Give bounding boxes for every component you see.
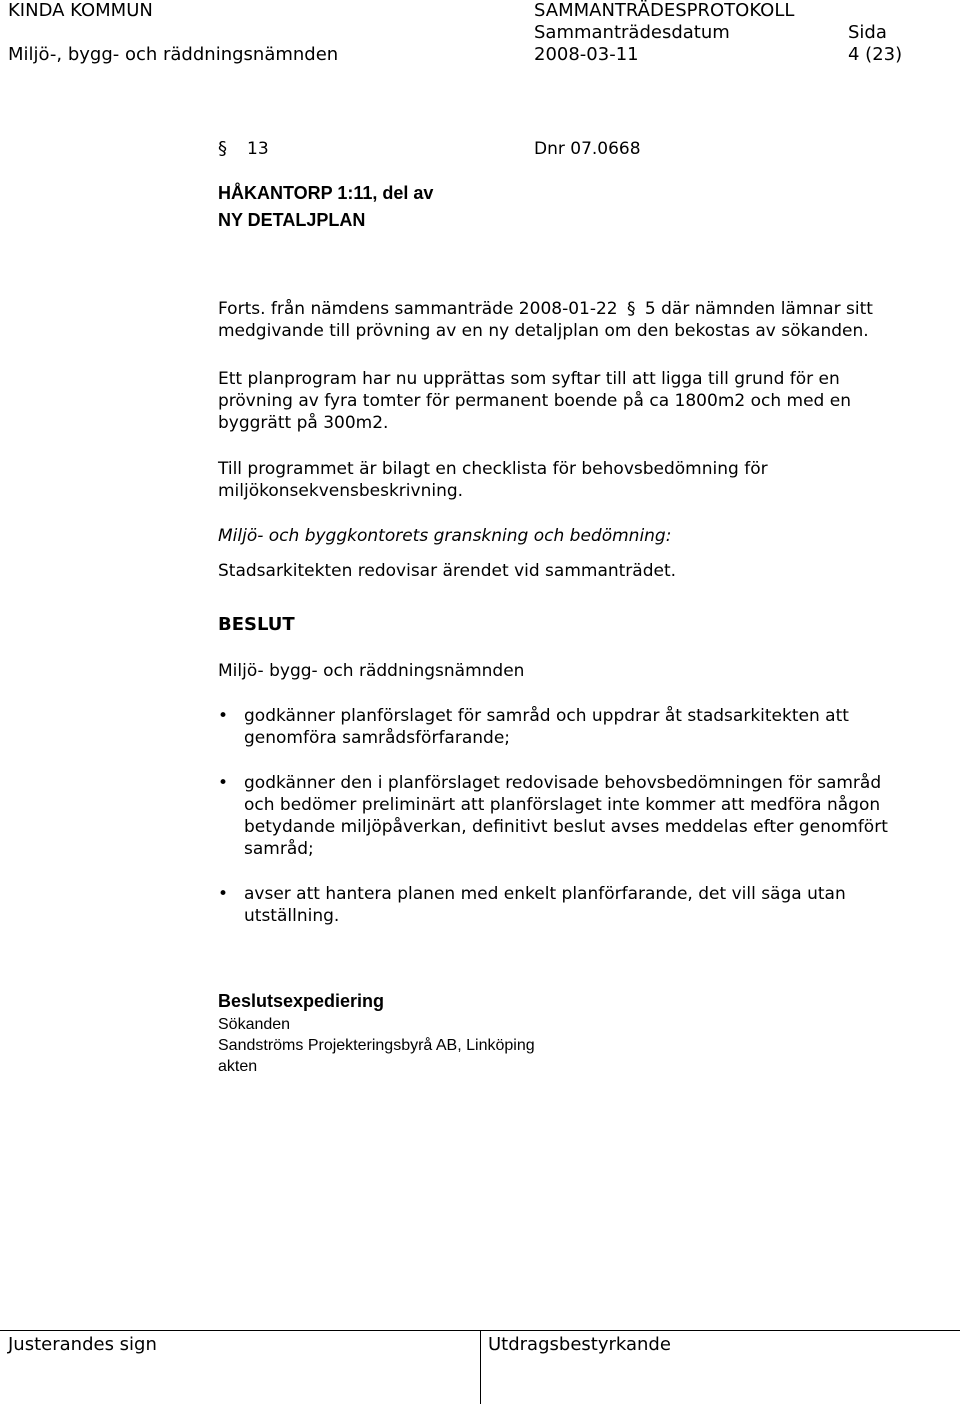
document-type: SAMMANTRÄDESPROTOKOLL: [534, 0, 795, 21]
paragraph-1-text-rest: 5 där nämnden lämnar sitt: [644, 299, 873, 319]
dispatch-recipient: Sökanden: [218, 1016, 291, 1033]
case-number: Dnr 07.0668: [534, 139, 641, 159]
assessment-text: Stadsarkitekten redovisar ärendet vid sammanträdet.: [218, 561, 677, 581]
section-title-line2: NY DETALJPLAN: [218, 210, 366, 230]
paragraph-1-line-2: medgivande till prövning av en ny detaljplan om den bekostas av sökanden.: [218, 321, 869, 341]
decision-item-line: samråd;: [244, 839, 314, 859]
assessment-heading: Miljö- och byggkontorets granskning och bedömning:: [218, 526, 672, 546]
decision-item-line: utställning.: [244, 906, 340, 926]
page-label: Sida: [848, 22, 887, 43]
dispatch-recipient: Sandströms Projekteringsbyrå AB, Linköping: [218, 1037, 535, 1054]
committee-name: Miljö-, bygg- och räddningsnämnden: [8, 44, 339, 65]
decision-item-line: • godkänner den i planförslaget redovisade behovsbedömningen för samråd: [244, 773, 882, 793]
page-number: 4 (23): [848, 44, 903, 65]
decision-item: [218, 705, 958, 749]
dispatch-heading: Beslutsexpediering: [218, 991, 385, 1011]
decision-list: [218, 705, 958, 950]
decision-body-name: Miljö- bygg- och räddningsnämnden: [218, 661, 525, 681]
dispatch-recipient: akten: [218, 1058, 258, 1075]
paragraph-1-text: Forts. från nämdens sammanträde 2008-01-22: [218, 299, 618, 319]
paragraph-1-line-1: [218, 298, 873, 320]
section-number: 13: [247, 139, 269, 159]
paragraph-ref-symbol: §: [627, 299, 636, 319]
meeting-date-label: Sammanträdesdatum: [534, 22, 730, 43]
paragraph-3-line-2: miljökonsekvensbeskrivning.: [218, 481, 464, 501]
decision-item-line: • avser att hantera planen med enkelt planförfarande, det vill säga utan: [244, 884, 846, 904]
footer-certification-label: Utdragsbestyrkande: [488, 1334, 671, 1355]
paragraph-2-line-1: Ett planprogram har nu upprättas som syftar till att ligga till grund för en: [218, 369, 840, 389]
footer-signature-label: Justerandes sign: [8, 1334, 157, 1355]
decision-heading: BESLUT: [218, 614, 295, 635]
decision-item-line: genomföra samrådsförfarande;: [244, 728, 511, 748]
paragraph-symbol: §: [218, 138, 227, 159]
decision-item-line: betydande miljöpåverkan, definitivt beslut avses meddelas efter genomfört: [244, 817, 888, 837]
paragraph-3-line-1: Till programmet är bilagt en checklista för behovsbedömning för: [218, 459, 768, 479]
meeting-date: 2008-03-11: [534, 44, 639, 65]
municipality-name: KINDA KOMMUN: [8, 0, 153, 21]
decision-item: [218, 772, 958, 860]
paragraph-2-line-2: prövning av fyra tomter för permanent boende på ca 1800m2 och med en: [218, 391, 851, 411]
paragraph-2-line-3: byggrätt på 300m2.: [218, 413, 389, 433]
decision-item-line: och bedömer preliminärt att planförslaget inte kommer att medföra någon: [244, 795, 881, 815]
section-title-line1: HÅKANTORP 1:11, del av: [218, 183, 434, 203]
footer-column-divider: [480, 1330, 481, 1404]
decision-item-line: • godkänner planförslaget för samråd och uppdrar åt stadsarkitekten att: [244, 706, 849, 726]
decision-item: [218, 883, 958, 927]
